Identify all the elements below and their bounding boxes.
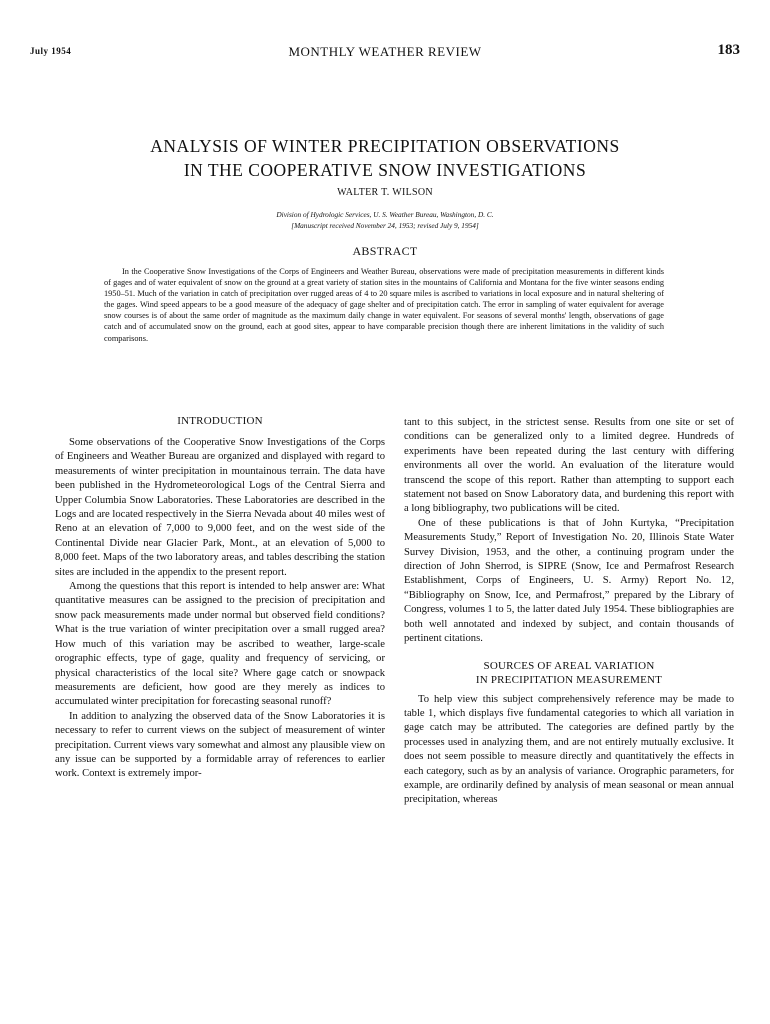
affiliation [40,209,730,231]
introduction-heading: INTRODUCTION [177,415,263,427]
article-title [40,134,730,182]
issue-date: July 1954 [30,46,72,56]
affiliation-line: Division of Hydrologic Services, U. S. Weather Bureau, Washington, D. C. [276,210,494,219]
left-column [55,412,385,782]
bibliography-paragraph: One of these publications is that of John Kurtyka, “Precipitation Measurements Study,” Report of Investigation No. 20, Illinois State Water Survey Division, 1953, and the other, a continuing program under the direction of John Sherrod, is SIPRE (Snow, Ice and Permafrost Research Establishment, Corps of Engineers, U. S. Army) Report No. 12, “Bibliography on Snow, Ice, and Permafrost,” prepared by the Library of Congress, volumes 1 to 5, the latter dated July 1954. These bibliographies are both well annotated and indexed by subject, and contain thousands of pertinent citations. [404,517,734,645]
title-line-2: IN THE COOPERATIVE SNOW INVESTIGATIONS [183,160,587,180]
sources-heading-line-1: SOURCES OF AREAL VARIATION [483,659,655,672]
intro-paragraph-3: In addition to analyzing the observed data of the Snow Laboratories it is necessary to refer to current views on the subject of measurement of winter precipitation. Current views vary somewhat and almost any plausible view on any issue can be supported by a formidable array of references to earlier work. Context is extremely impor- [55,710,385,780]
title-line-1: ANALYSIS OF WINTER PRECIPITATION OBSERVATIONS [150,136,620,156]
sources-heading-line-2: IN PRECIPITATION MEASUREMENT [475,673,663,686]
journal-name: MONTHLY WEATHER REVIEW [288,44,482,59]
abstract-text: In the Cooperative Snow Investigations of the Corps of Engineers and Weather Bureau, observations were made of precipitation measurements in different kinds of gages and of water equivalent of snow on the ground at a great variety of station sites in the mountains of California and Montana for the five winter seasons ending 1950–51. Much of the variation in catch of precipitation over rugged areas of 4 to 20 square miles is ascribed to variations in local exposure and in natural sheltering of the gages. Wind speed appears to be a good measure of the adequacy of gage shelter and of precipitation catch. The error in sampling of water equivalent for average snow courses is of about the same order of magnitude as the maximum daily change in water equivalent. For seasons of several months' length, observations of gage catch and of accumulated snow on the ground, each at good sites, appear to have comparable precision though there are inherent limitations in the validity of such comparisons. [104,267,664,343]
intro-paragraph-2: Among the questions that this report is intended to help answer are: What quantitative measures can be assigned to the precision of precipitation and snow pack measurements made under normal but observed field conditions? What is the true variation of winter precipitation over a small rugged area? How much of this variation may be ascribed to weather, large-scale orographic effects, type of gage, quality and frequency of servicing, or physical characteristics of the local site? Where gage catch or snowpack measurements are deficient, how good are they merely as indices to accumulated winter precipitation for forecasting seasonal runoff? [55,581,385,708]
author-name: WALTER T. WILSON [337,187,433,198]
abstract-block [104,266,664,344]
sources-paragraph-1: To help view this subject comprehensively reference may be made to table 1, which displays five fundamental categories to which all variation in gage catch may be attributed. The categories are defined partly by the processes used in analyzing them, and are not entirely mutually exclusive. It does not seem possible to measure directly and quantitatively the effects in each category, such as by an analysis of variance. Orographic parameters, for example, are ordinarily defined by analysis of mean seasonal or mean annual precipitation, whereas [404,693,734,806]
intro-paragraph-continued: tant to this subject, in the strictest sense. Results from one site or set of conditions can be generalized only to a limited degree. Hundreds of experiments have been repeated during the last century with differing environments all over the world. An evaluation of the literature would transcend the scope of this report. Rather than attempting to support each statement not based on Snow Laboratory data, and burdening this report with a long bibliography, two publications will be cited. [404,417,734,515]
intro-paragraph-1: Some observations of the Cooperative Snow Investigations of the Corps of Engineers and Weather Bureau are organized and displayed with regard to measurements of winter precipitation in mountainous terrain. The data have been published in the Hydrometeorological Logs of the Central Sierra and Upper Columbia Snow Laboratories. These Laboratories are described in the Logs and are located respectively in the Sierra Nevada about 40 miles west of Reno at an elevation of 7,000 to 9,000 feet, and on the west side of the Continental Divide near Glacier Park, Mont., at an elevation of 5,000 to 8,000 feet. Maps of the two laboratory areas, and tables describing the station sites are included in the appendix to the present report. [55,437,385,578]
sources-heading [404,659,734,687]
page-number: 183 [717,42,740,58]
running-header [30,44,740,62]
manuscript-dates: [Manuscript received November 24, 1953; revised July 9, 1954] [291,221,479,230]
right-column [404,416,734,808]
abstract-heading: ABSTRACT [352,244,418,258]
